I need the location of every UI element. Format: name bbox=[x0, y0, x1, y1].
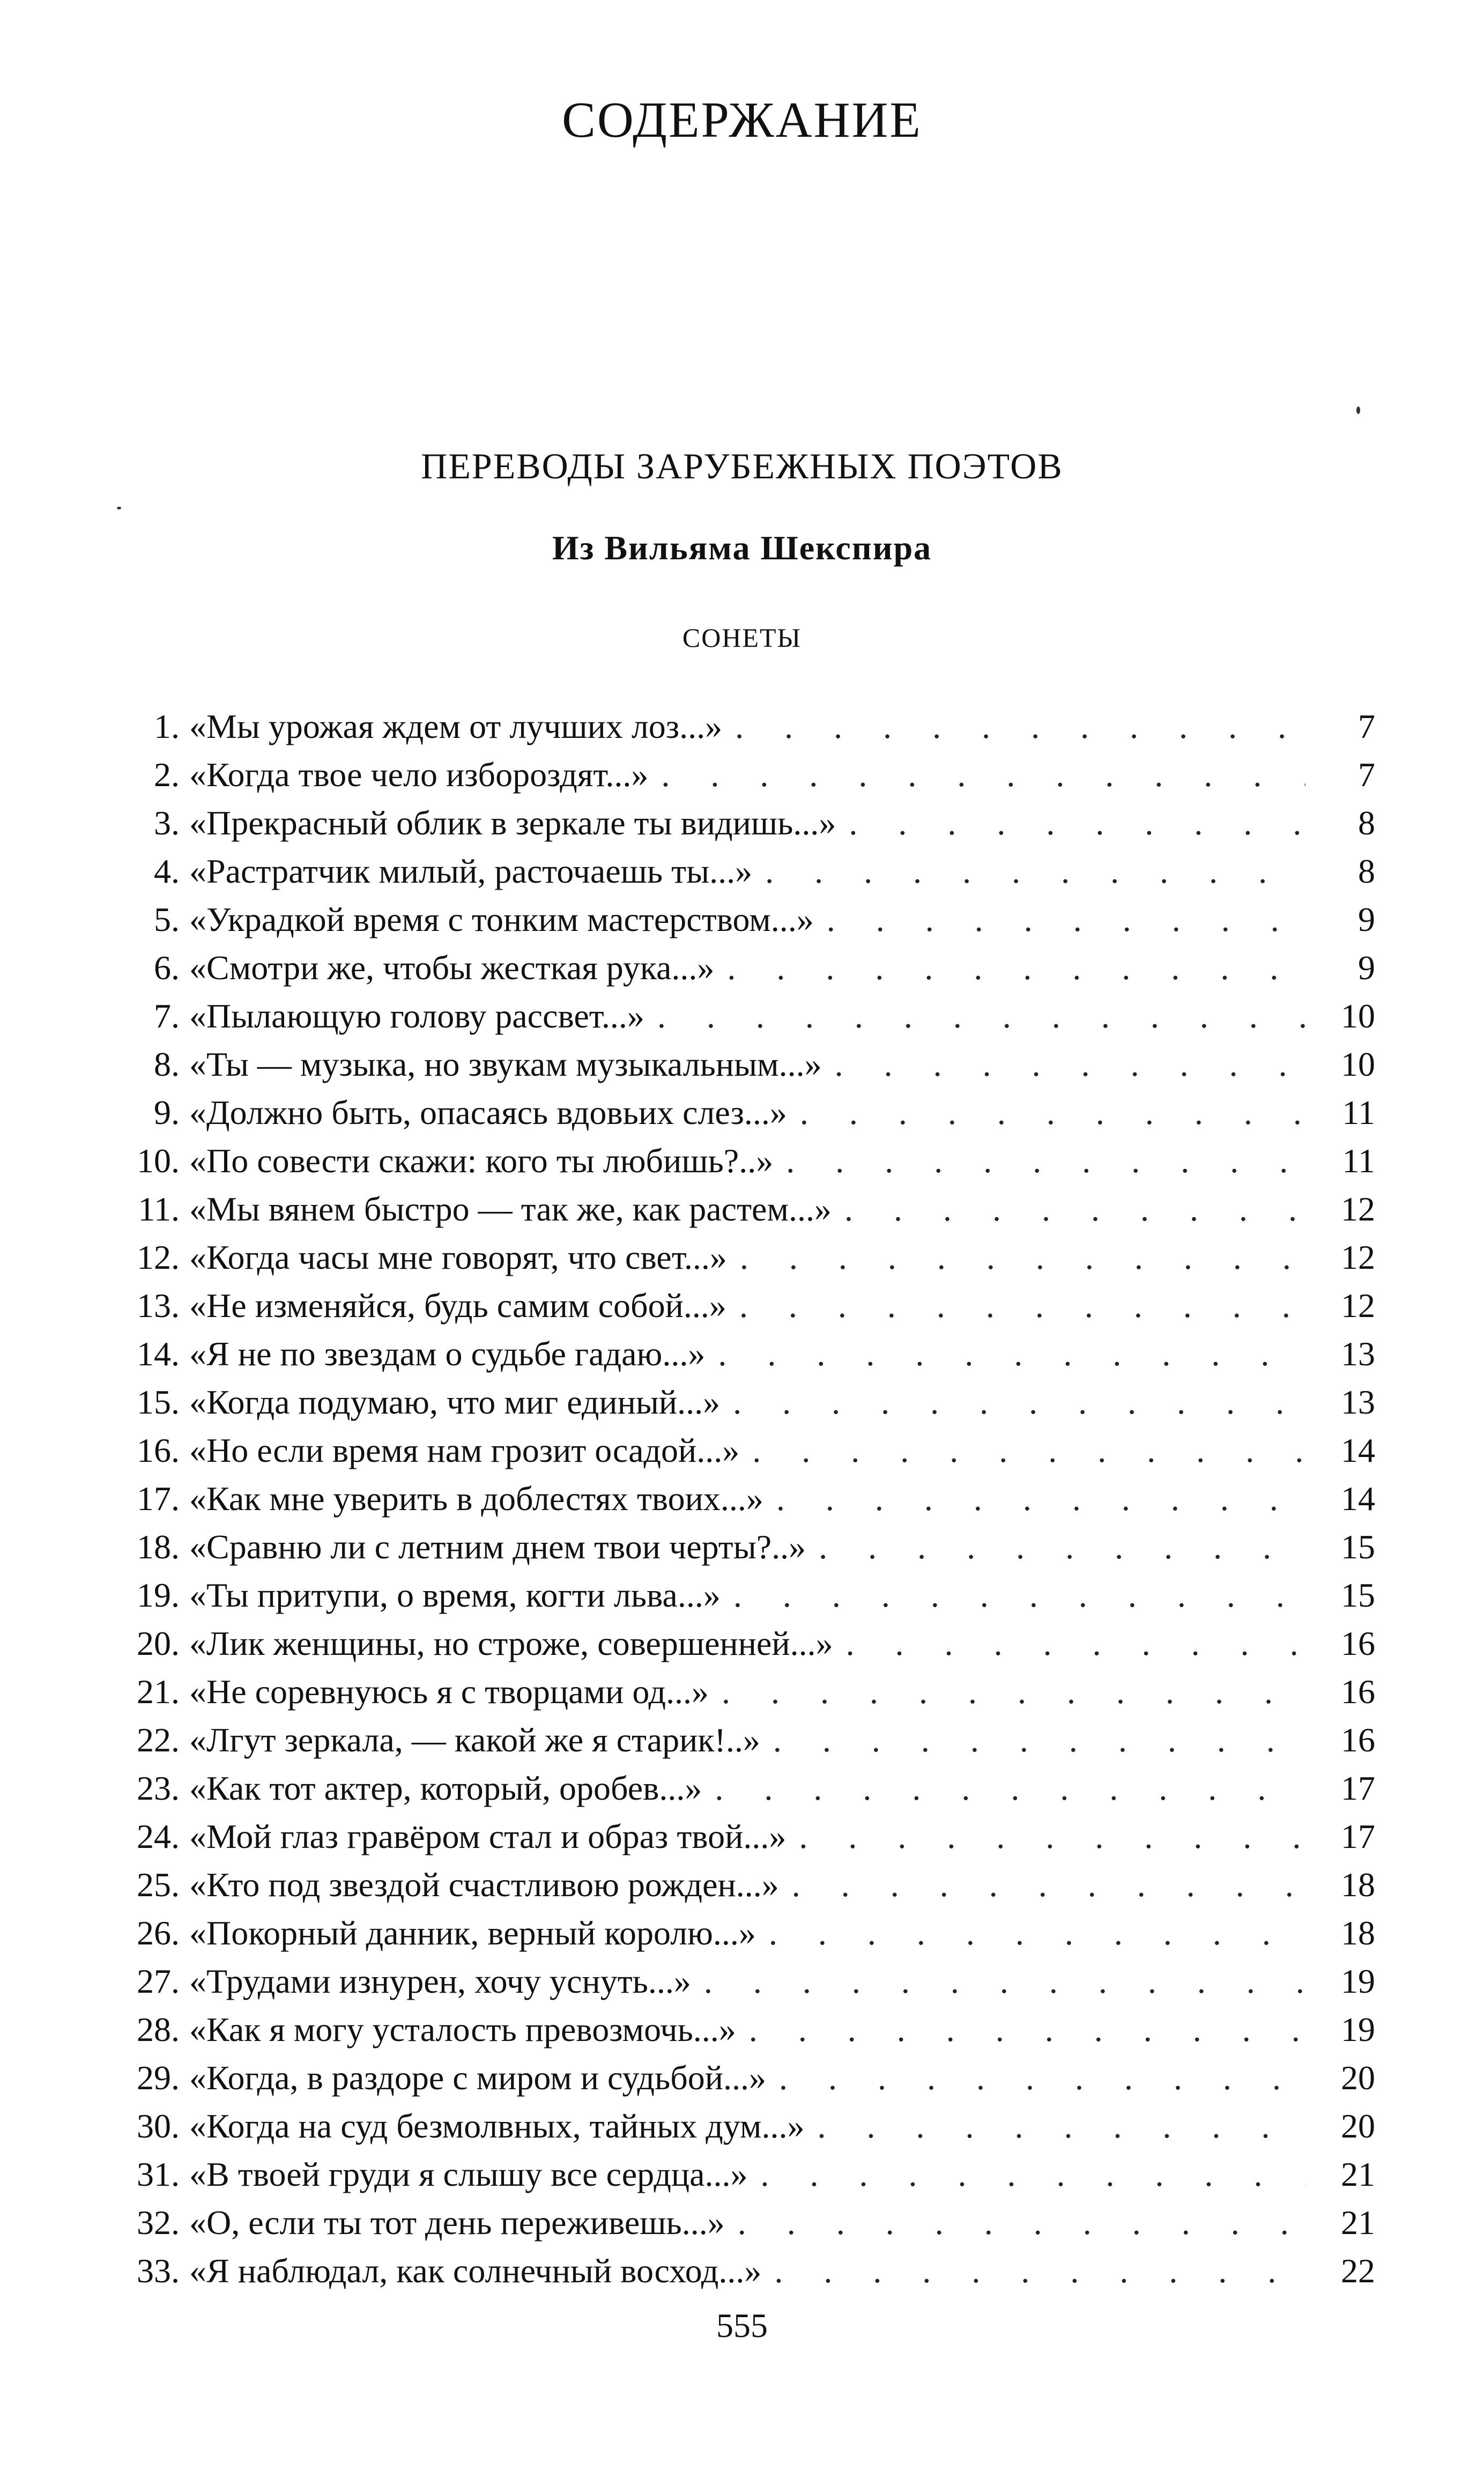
toc-entry-page: 17 bbox=[1341, 1817, 1375, 1855]
dot-leader bbox=[740, 1233, 1305, 1282]
toc-entry-number: 2. bbox=[154, 756, 180, 794]
toc-entry-page: 20 bbox=[1341, 2059, 1375, 2097]
toc-entry-number: 9. bbox=[154, 1093, 180, 1131]
toc-entry bbox=[105, 896, 1375, 944]
toc-entry bbox=[105, 1330, 1375, 1378]
toc-entry-title: «Как мне уверить в доблестях твоих...» bbox=[189, 1480, 763, 1518]
toc-entry-number: 5. bbox=[154, 900, 180, 938]
toc-entry-title: «Когда на суд безмолвных, тайных дум...» bbox=[189, 2107, 805, 2145]
page-number: 555 bbox=[716, 2306, 768, 2345]
toc-entry-number: 20. bbox=[137, 1624, 180, 1662]
toc-entry-page: 9 bbox=[1358, 900, 1375, 938]
toc-entry-title: «Мы урожая ждем от лучших лоз...» bbox=[189, 707, 723, 745]
dot-leader bbox=[776, 1475, 1305, 1523]
toc-entry-page: 19 bbox=[1341, 1962, 1375, 2000]
toc-entry bbox=[105, 2054, 1375, 2102]
toc-entry-number: 7. bbox=[154, 997, 180, 1035]
dot-leader bbox=[704, 1957, 1305, 2006]
toc-entry-page: 14 bbox=[1341, 1431, 1375, 1469]
toc-entry-number: 21. bbox=[137, 1673, 180, 1711]
dot-leader bbox=[800, 1089, 1305, 1137]
dot-leader bbox=[849, 799, 1305, 847]
dot-leader bbox=[769, 1909, 1305, 1957]
dot-leader bbox=[738, 2199, 1305, 2247]
toc-entry bbox=[105, 2102, 1375, 2150]
toc-entry-title: «Кто под звездой счастливою рожден...» bbox=[189, 1866, 779, 1904]
toc-entry bbox=[105, 1040, 1375, 1089]
toc-entry-page: 21 bbox=[1341, 2203, 1375, 2242]
toc-entry-title: «Не соревнуюсь я с творцами од...» bbox=[189, 1673, 709, 1711]
toc-entry-title: «Не изменяйся, будь самим собой...» bbox=[189, 1286, 726, 1325]
toc-entry-number: 18. bbox=[137, 1528, 180, 1566]
toc-entry bbox=[105, 1426, 1375, 1475]
toc-entry bbox=[105, 847, 1375, 896]
dot-leader bbox=[818, 2102, 1306, 2150]
toc-entry-title: «Ты — музыка, но звукам музыкальным...» bbox=[189, 1045, 822, 1083]
toc-entry-page: 20 bbox=[1341, 2107, 1375, 2145]
toc-entry bbox=[105, 1764, 1375, 1813]
toc-entry-title: «Мы вянем быстро — так же, как растем...» bbox=[189, 1190, 832, 1228]
toc-entry-page: 12 bbox=[1341, 1238, 1375, 1276]
toc-entry bbox=[105, 1909, 1375, 1957]
dot-leader bbox=[846, 1619, 1305, 1668]
toc-entry-number: 6. bbox=[154, 949, 180, 987]
toc-entry-number: 1. bbox=[154, 707, 180, 745]
toc-entry-title: «Смотри же, чтобы жесткая рука...» bbox=[189, 949, 715, 987]
toc-entry bbox=[105, 1089, 1375, 1137]
toc-entry-page: 11 bbox=[1342, 1093, 1375, 1131]
toc-entry-page: 12 bbox=[1341, 1286, 1375, 1325]
author-title: Из Вильяма Шекспира bbox=[552, 529, 932, 567]
toc-entry-page: 11 bbox=[1342, 1142, 1375, 1180]
toc-entry-title: «Как я могу усталость превозмочь...» bbox=[189, 2010, 736, 2048]
toc-entry-title: «Трудами изнурен, хочу уснуть...» bbox=[189, 1962, 691, 2000]
toc-entry bbox=[105, 1813, 1375, 1861]
toc-entry-number: 24. bbox=[137, 1817, 180, 1855]
dot-leader bbox=[752, 1426, 1305, 1475]
dot-leader bbox=[779, 2054, 1305, 2102]
toc-entry-title: «Лгут зеркала, — какой же я старик!..» bbox=[189, 1721, 760, 1759]
dot-leader bbox=[749, 2006, 1305, 2054]
dot-leader bbox=[727, 944, 1305, 992]
toc-entry-page: 14 bbox=[1341, 1480, 1375, 1518]
dot-leader bbox=[827, 896, 1305, 944]
dot-leader bbox=[715, 1764, 1305, 1813]
toc-entry-page: 22 bbox=[1341, 2252, 1375, 2290]
toc-entry bbox=[105, 702, 1375, 751]
toc-entry-number: 17. bbox=[137, 1480, 180, 1518]
toc-entry-title: «Когда, в раздоре с миром и судьбой...» bbox=[189, 2059, 767, 2097]
toc-entry-page: 15 bbox=[1341, 1528, 1375, 1566]
toc-entry bbox=[105, 2247, 1375, 2295]
dot-leader bbox=[819, 1523, 1305, 1571]
toc-entry-page: 15 bbox=[1341, 1576, 1375, 1614]
toc-entry-number: 13. bbox=[137, 1286, 180, 1325]
toc-entry-title: «Мой глаз гравёром стал и образ твой...» bbox=[189, 1817, 786, 1855]
dot-leader bbox=[739, 1282, 1305, 1330]
toc-entry-page: 21 bbox=[1341, 2155, 1375, 2193]
dot-leader bbox=[657, 992, 1305, 1040]
toc-entry-number: 31. bbox=[137, 2155, 180, 2193]
toc-entry-number: 10. bbox=[137, 1142, 180, 1180]
toc-entry-page: 10 bbox=[1341, 1045, 1375, 1083]
toc-entry-title: «Лик женщины, но строже, совершенней...» bbox=[189, 1624, 833, 1662]
toc-entry-number: 29. bbox=[137, 2059, 180, 2097]
toc-entry bbox=[105, 1619, 1375, 1668]
toc-entry-number: 30. bbox=[137, 2107, 180, 2145]
toc-entry-page: 10 bbox=[1341, 997, 1375, 1035]
dot-leader bbox=[735, 702, 1305, 751]
toc-entry-number: 14. bbox=[137, 1335, 180, 1373]
dot-leader bbox=[733, 1571, 1305, 1619]
toc-entry-page: 19 bbox=[1341, 2010, 1375, 2048]
toc-entry-title: «Я не по звездам о судьбе гадаю...» bbox=[189, 1335, 706, 1373]
toc-entry bbox=[105, 1957, 1375, 2006]
dot-leader bbox=[733, 1378, 1305, 1426]
toc-entry-page: 17 bbox=[1341, 1769, 1375, 1807]
toc-entry-title: «Сравню ли с летним днем твои черты?..» bbox=[189, 1528, 806, 1566]
scan-speck bbox=[1356, 406, 1360, 414]
toc-entry-number: 16. bbox=[137, 1431, 180, 1469]
subsection-title: СОНЕТЫ bbox=[682, 623, 802, 653]
toc-entry bbox=[105, 1282, 1375, 1330]
toc-entry-page: 8 bbox=[1358, 852, 1375, 890]
toc-entry-title: «Ты притупи, о время, когти льва...» bbox=[189, 1576, 721, 1614]
dot-leader bbox=[799, 1813, 1305, 1861]
toc-entry-number: 23. bbox=[137, 1769, 180, 1807]
toc-entry bbox=[105, 1233, 1375, 1282]
dot-leader bbox=[835, 1040, 1305, 1089]
dot-leader bbox=[761, 2150, 1305, 2199]
toc-entry bbox=[105, 1668, 1375, 1716]
dot-leader bbox=[765, 847, 1305, 896]
toc-entry-title: «Когда часы мне говорят, что свет...» bbox=[189, 1238, 727, 1276]
toc-entry bbox=[105, 944, 1375, 992]
toc-entry-page: 8 bbox=[1358, 804, 1375, 842]
toc-entry bbox=[105, 992, 1375, 1040]
toc-entry-page: 16 bbox=[1341, 1721, 1375, 1759]
toc-entry-number: 26. bbox=[137, 1914, 180, 1952]
toc-entry bbox=[105, 751, 1375, 799]
toc-entry-title: «Когда твое чело избороздят...» bbox=[189, 756, 649, 794]
toc-entry-title: «Покорный данник, верный королю...» bbox=[189, 1914, 756, 1952]
toc-entry bbox=[105, 1137, 1375, 1185]
toc-entry bbox=[105, 2199, 1375, 2247]
toc-entry-number: 8. bbox=[154, 1045, 180, 1083]
toc-entry-title: «Я наблюдал, как солнечный восход...» bbox=[189, 2252, 762, 2290]
toc-entry-page: 16 bbox=[1341, 1673, 1375, 1711]
toc-entry-number: 28. bbox=[137, 2010, 180, 2048]
toc-entry bbox=[105, 1861, 1375, 1909]
toc-entry-title: «Украдкой время с тонким мастерством...» bbox=[189, 900, 814, 938]
toc-entry-title: «Но если время нам грозит осадой...» bbox=[189, 1431, 740, 1469]
toc-entry-title: «О, если ты тот день переживешь...» bbox=[189, 2203, 725, 2242]
toc-entry bbox=[105, 1185, 1375, 1233]
dot-leader bbox=[661, 751, 1305, 799]
toc-entry-page: 16 bbox=[1341, 1624, 1375, 1662]
toc-entry-page: 13 bbox=[1341, 1383, 1375, 1421]
toc-entry-number: 33. bbox=[137, 2252, 180, 2290]
toc-entry-number: 27. bbox=[137, 1962, 180, 2000]
toc-entry-page: 7 bbox=[1358, 756, 1375, 794]
dot-leader bbox=[844, 1185, 1305, 1233]
toc-entry-number: 22. bbox=[137, 1721, 180, 1759]
dot-leader bbox=[718, 1330, 1305, 1378]
toc-entry-number: 15. bbox=[137, 1383, 180, 1421]
toc-entry-title: «Прекрасный облик в зеркале ты видишь...» bbox=[189, 804, 836, 842]
toc-entry bbox=[105, 1716, 1375, 1764]
toc-entry-number: 32. bbox=[137, 2203, 180, 2242]
toc-entry-page: 7 bbox=[1358, 707, 1375, 745]
toc-entry bbox=[105, 1523, 1375, 1571]
toc-entry bbox=[105, 1378, 1375, 1426]
toc-entry-page: 13 bbox=[1341, 1335, 1375, 1373]
toc-entry-title: «В твоей груди я слышу все сердца...» bbox=[189, 2155, 748, 2193]
scan-speck bbox=[117, 507, 121, 509]
section-title: ПЕРЕВОДЫ ЗАРУБЕЖНЫХ ПОЭТОВ bbox=[421, 446, 1063, 486]
dot-leader bbox=[722, 1668, 1305, 1716]
page-title: СОДЕРЖАНИЕ bbox=[562, 92, 922, 148]
dot-leader bbox=[774, 2247, 1305, 2295]
toc-entry bbox=[105, 1475, 1375, 1523]
toc-entry bbox=[105, 799, 1375, 847]
dot-leader bbox=[773, 1716, 1305, 1764]
toc-entry-number: 19. bbox=[137, 1576, 180, 1614]
toc-entry-title: «Как тот актер, который, оробев...» bbox=[189, 1769, 702, 1807]
dot-leader bbox=[786, 1137, 1305, 1185]
toc-entry-number: 11. bbox=[138, 1190, 180, 1228]
toc-entry-title: «Когда подумаю, что миг единый...» bbox=[189, 1383, 721, 1421]
dot-leader bbox=[792, 1861, 1305, 1909]
toc-entry-title: «Пылающую голову рассвет...» bbox=[189, 997, 644, 1035]
toc-entry bbox=[105, 1571, 1375, 1619]
toc-entry-title: «Должно быть, опасаясь вдовьих слез...» bbox=[189, 1093, 787, 1131]
toc-entry bbox=[105, 2150, 1375, 2199]
table-of-contents bbox=[105, 702, 1375, 2295]
toc-entry bbox=[105, 2006, 1375, 2054]
toc-entry-number: 3. bbox=[154, 804, 180, 842]
toc-entry-title: «Растратчик милый, расточаешь ты...» bbox=[189, 852, 753, 890]
toc-entry-page: 12 bbox=[1341, 1190, 1375, 1228]
toc-entry-number: 4. bbox=[154, 852, 180, 890]
toc-entry-title: «По совести скажи: кого ты любишь?..» bbox=[189, 1142, 774, 1180]
toc-entry-page: 18 bbox=[1341, 1866, 1375, 1904]
toc-entry-number: 25. bbox=[137, 1866, 180, 1904]
toc-entry-page: 18 bbox=[1341, 1914, 1375, 1952]
toc-entry-page: 9 bbox=[1358, 949, 1375, 987]
toc-entry-number: 12. bbox=[137, 1238, 180, 1276]
